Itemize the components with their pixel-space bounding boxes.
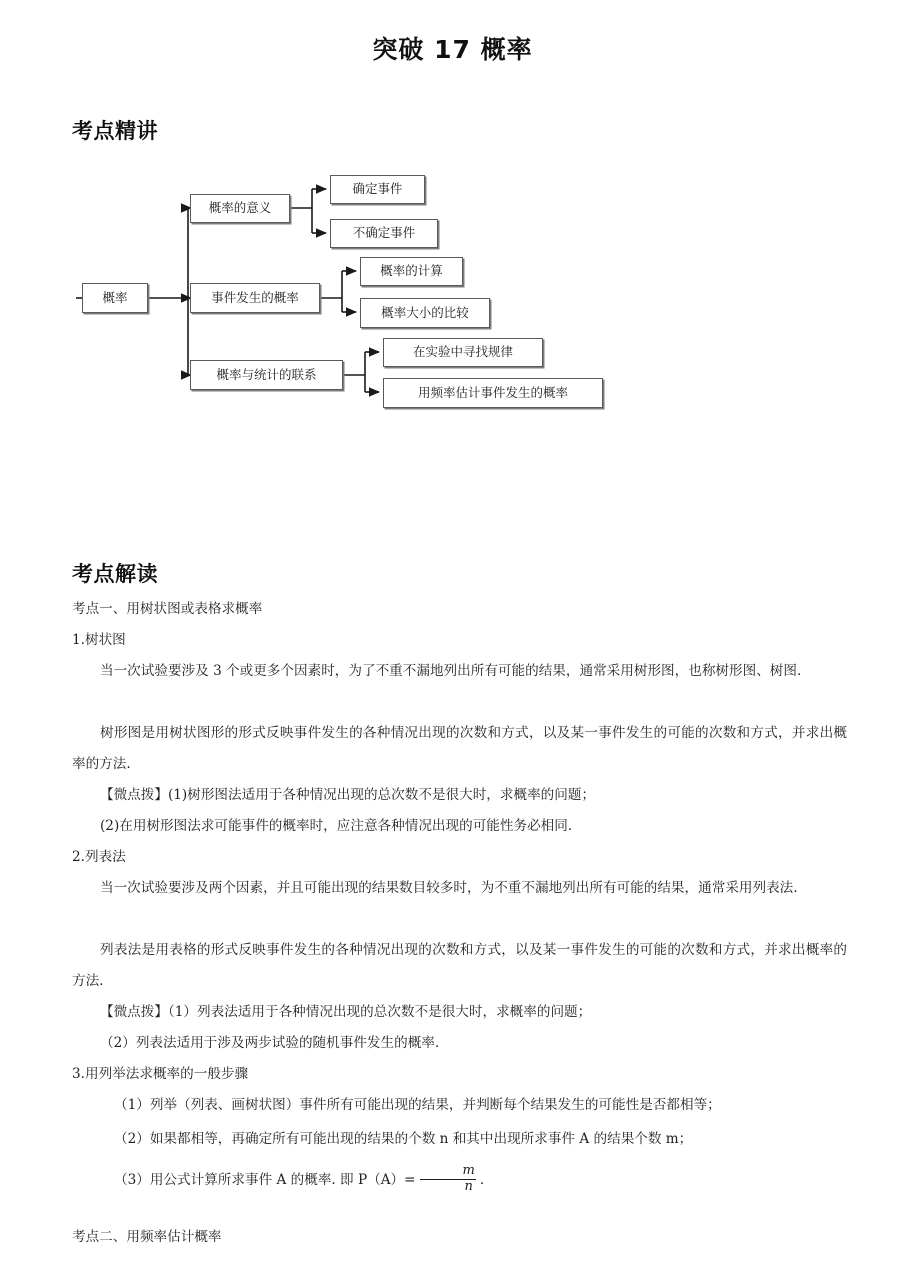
kaodian-one-title: 考点一、用树状图或表格求概率: [72, 601, 263, 617]
sub1-tip-2: (2)在用树形图法求可能事件的概率时，应注意各种情况出现的可能性务必相同.: [100, 818, 573, 834]
page-title: 突破 17 概率: [372, 35, 533, 64]
flowchart-leaf-box-yong-pinlu-guji: 用频率估计事件发生的概率: [383, 378, 603, 408]
flowchart-branch-box-gailu-de-yiyi: 概率的意义: [190, 194, 290, 223]
sub2-paragraph-2: 列表法是用表格的形式反映事件发生的各种情况出现的次数和方式，以及某一事件发生的可能的次数和方式，并求出概率的方法.: [72, 942, 847, 989]
sub3-step-3-text: （3）用公式计算所求事件 A 的概率. 即 P（A）=: [114, 1172, 416, 1188]
sub3-step-2: （2）如果都相等，再确定所有可能出现的结果的个数 n 和其中出现所求事件 A 的结果个数 m；: [114, 1131, 693, 1147]
section-heading-kaodian-jiedu: 考点解读: [72, 562, 158, 586]
flowchart-leaf-box-zai-shiyan-zhong-xunzhao-guilu: 在实验中寻找规律: [383, 338, 543, 367]
flowchart-leaf-box-buqueding-shijian: 不确定事件: [330, 219, 438, 248]
sub1-paragraph-1: 当一次试验要涉及 3 个或更多个因素时，为了不重不漏地列出所有可能的结果，通常采用树形图，也称树形图、树图.: [100, 663, 802, 679]
fraction-numerator: m: [462, 1163, 475, 1179]
sub2-tip-2: （2）列表法适用于涉及两步试验的随机事件发生的概率.: [100, 1035, 440, 1051]
sub2-tip-1: 【微点拨】（1）列表法适用于各种情况出现的总次数不是很大时，求概率的问题；: [100, 1004, 592, 1020]
flowchart-branch-box-gailu-yu-tongji-de-lianxi: 概率与统计的联系: [190, 360, 343, 390]
flowchart-root-box: 概率: [82, 283, 148, 313]
sub1-title: 1.树状图: [72, 632, 126, 648]
sub2-paragraph-1: 当一次试验要涉及两个因素，并且可能出现的结果数目较多时，为不重不漏地列出所有可能的结果，通常采用列表法.: [100, 880, 798, 896]
sub3-step-3: [72, 1162, 847, 1198]
section-heading-kaodian-jingjiang: 考点精讲: [72, 119, 158, 143]
fraction-denominator: n: [420, 1179, 476, 1195]
sub1-paragraph-2: 树形图是用树状图形的形式反映事件发生的各种情况出现的次数和方式，以及某一事件发生的可能的次数和方式，并求出概率的方法.: [72, 725, 847, 772]
flowchart-branch-box-shijian-fasheng-de-gailu: 事件发生的概率: [190, 283, 320, 313]
flowchart-leaf-box-gailu-daxiao-de-bijiao: 概率大小的比较: [360, 298, 490, 328]
sub1-tip-1: 【微点拨】(1)树形图法适用于各种情况出现的总次数不是很大时，求概率的问题；: [100, 787, 596, 803]
sub3-step-3-period: .: [479, 1172, 485, 1188]
fraction-m-over-n: [418, 1164, 478, 1194]
flowchart-leaf-box-gailu-de-jisuan: 概率的计算: [360, 257, 463, 286]
flowchart-leaf-box-queding-shijian: 确定事件: [330, 175, 425, 204]
kaodian-two-title: 考点二、用频率估计概率: [72, 1229, 222, 1245]
sub3-title: 3.用列举法求概率的一般步骤: [72, 1066, 249, 1082]
sub3-step-1: （1）列举（列表、画树状图）事件所有可能出现的结果，并判断每个结果发生的可能性是否都相等；: [114, 1097, 721, 1113]
sub2-title: 2.列表法: [72, 849, 126, 865]
